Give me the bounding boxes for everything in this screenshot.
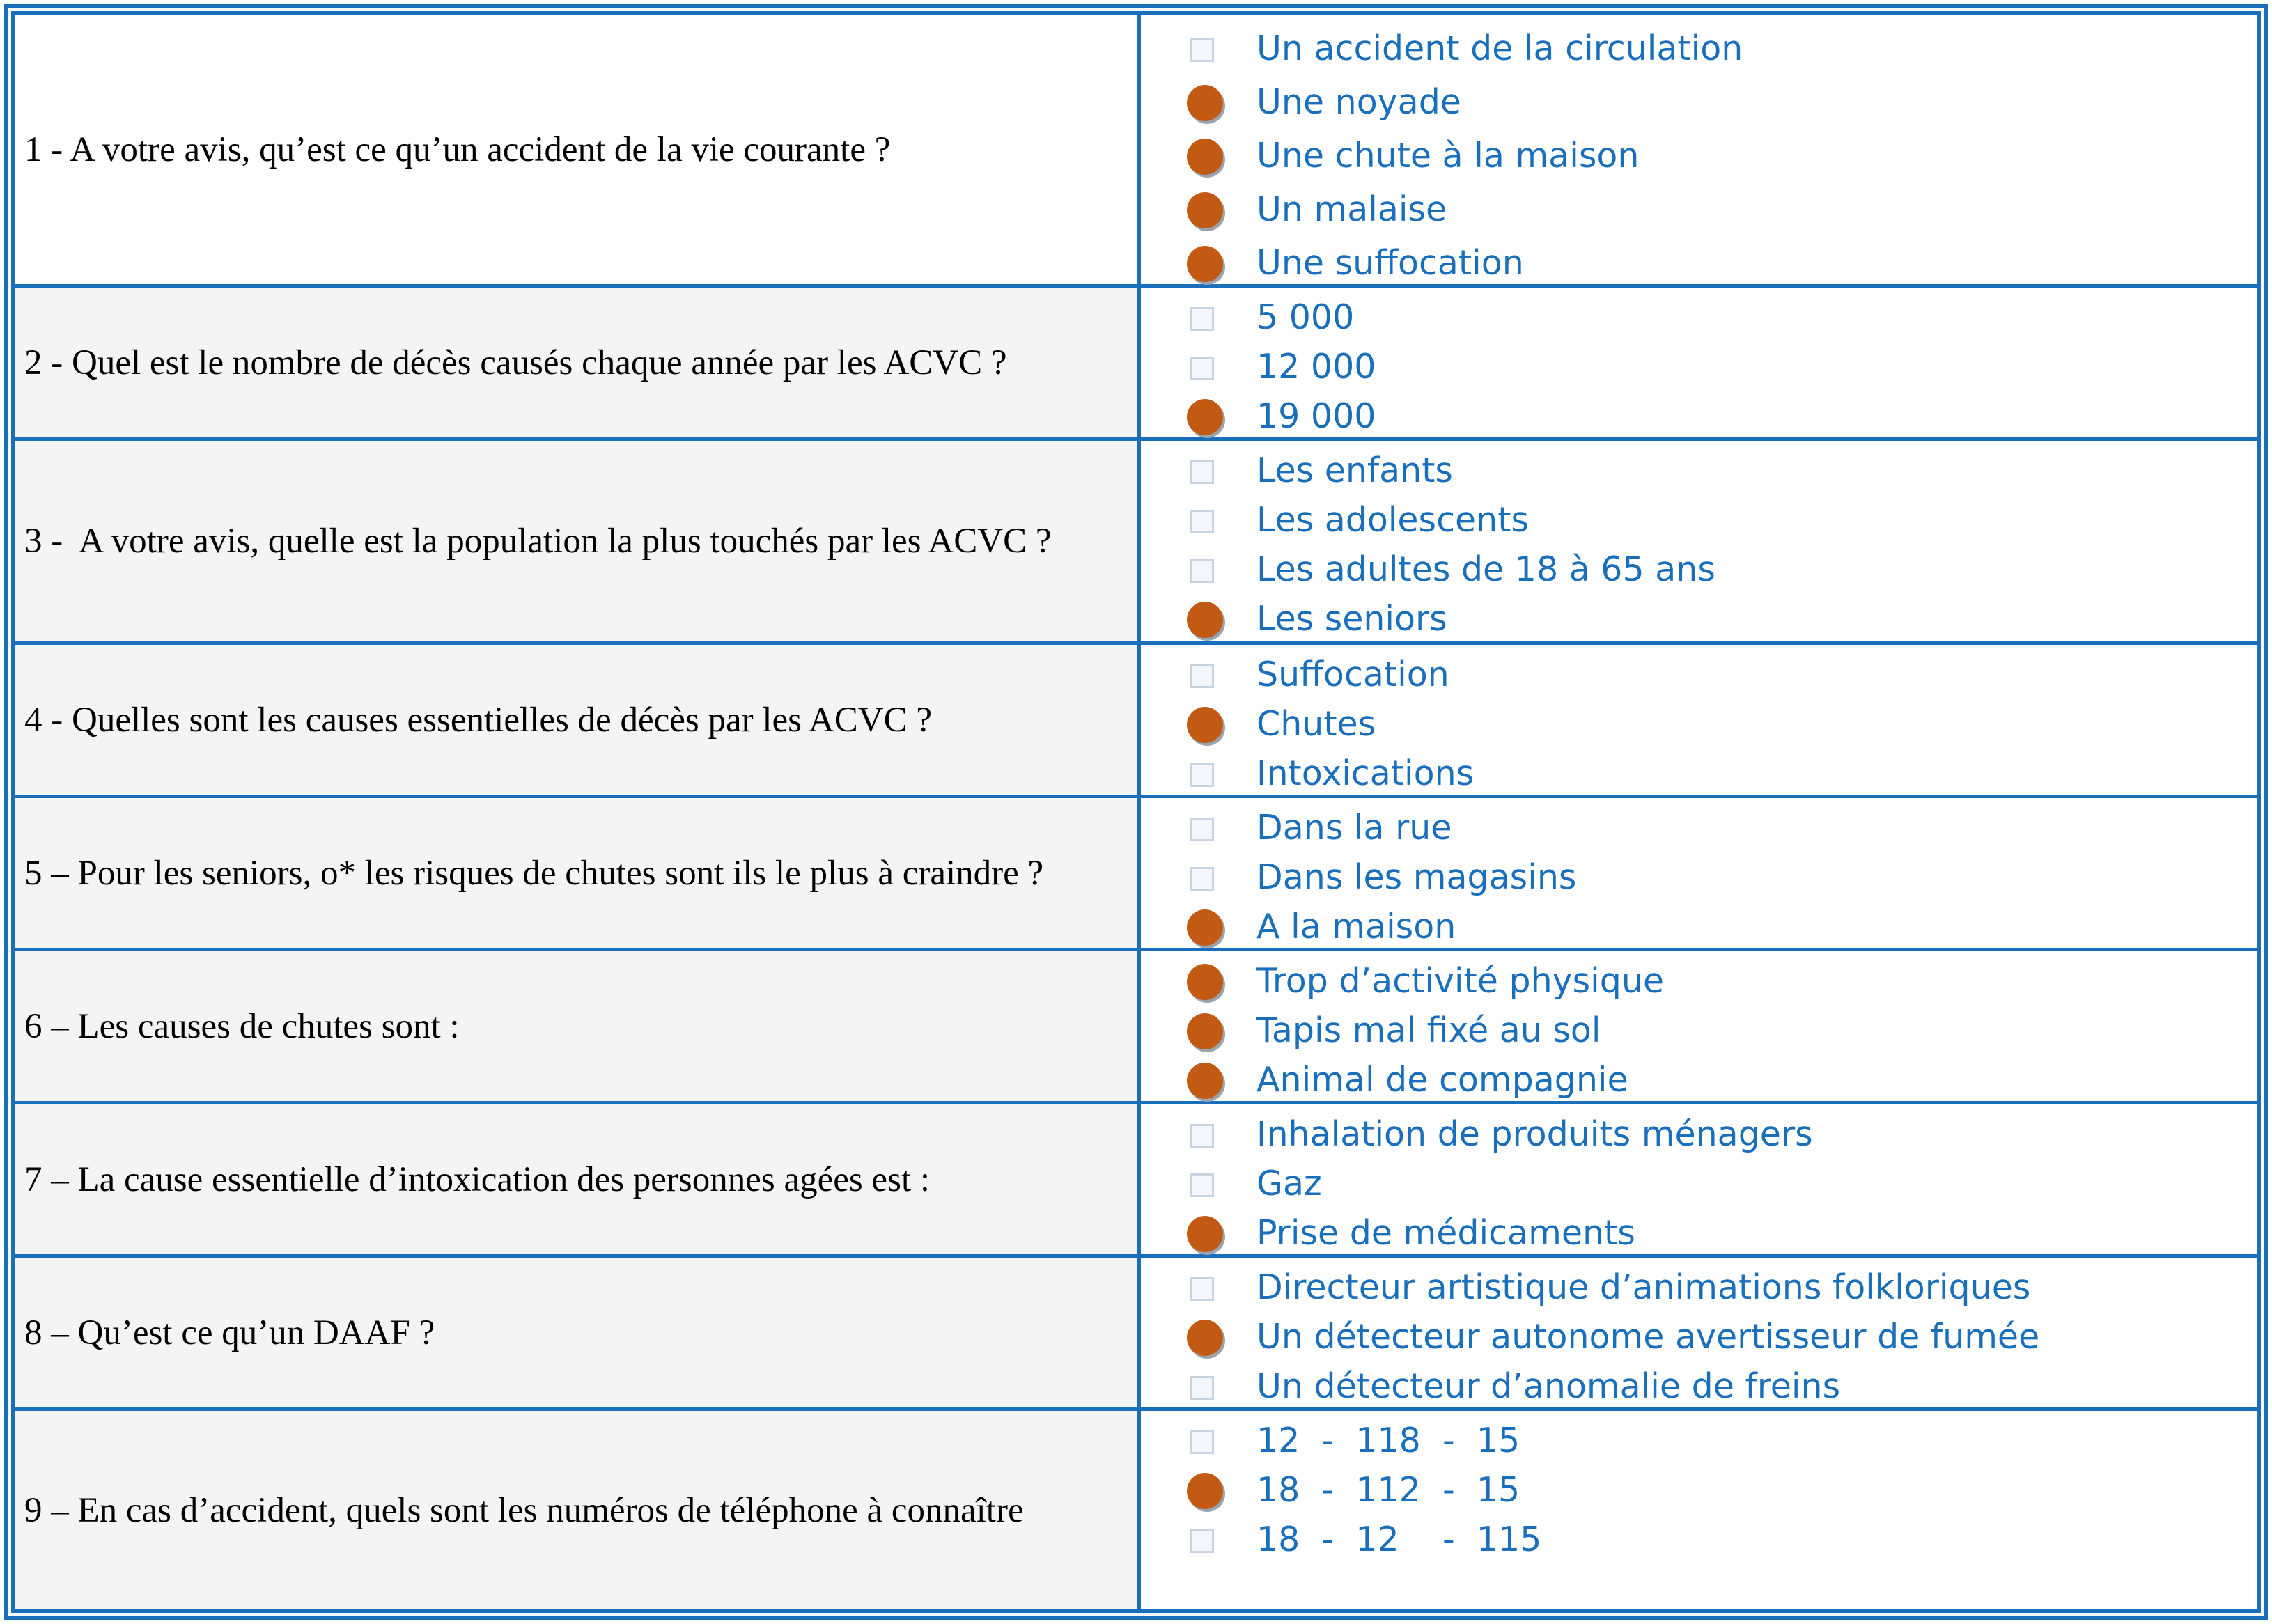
empty-checkbox-icon[interactable] (1190, 1277, 1214, 1301)
answer-option[interactable] (1141, 343, 2257, 391)
empty-checkbox-icon[interactable] (1190, 1529, 1214, 1553)
selected-dot-icon[interactable] (1187, 707, 1223, 743)
selected-dot-icon[interactable] (1187, 246, 1223, 282)
question-row (15, 1258, 2257, 1411)
answer-option[interactable] (1141, 78, 2257, 127)
selected-dot-icon[interactable] (1187, 1216, 1223, 1252)
answer-cell (1141, 1104, 2257, 1254)
answer-option[interactable] (1141, 545, 2257, 594)
empty-checkbox-icon[interactable] (1190, 559, 1214, 583)
question-text: 2 - Quel est le nombre de décès causés chaque année par les ACVC ? (24, 343, 1007, 382)
answer-cell (1141, 951, 2257, 1101)
answer-label: Chutes (1256, 704, 1376, 744)
question-text: 8 – Qu’est ce qu’un DAAF ? (24, 1313, 435, 1352)
answer-option[interactable] (1141, 595, 2257, 643)
answer-label: 18 - 12 - 115 (1256, 1520, 1542, 1559)
quiz-table (11, 11, 2261, 1613)
answer-option[interactable] (1141, 446, 2257, 495)
question-cell (15, 1258, 1141, 1407)
answer-label: Directeur artistique d’animations folkloriques (1256, 1267, 2031, 1307)
answer-label: Les enfants (1256, 451, 1453, 490)
empty-checkbox-icon[interactable] (1190, 1430, 1214, 1454)
selected-dot-icon[interactable] (1187, 85, 1223, 121)
empty-checkbox-icon[interactable] (1190, 664, 1214, 688)
empty-checkbox-icon[interactable] (1190, 307, 1214, 331)
answer-option[interactable] (1141, 392, 2257, 441)
answer-cell (1141, 798, 2257, 948)
empty-checkbox-icon[interactable] (1190, 510, 1214, 533)
selected-dot-icon[interactable] (1187, 1063, 1223, 1099)
answer-cell (1141, 1258, 2257, 1407)
question-row (15, 15, 2257, 288)
question-row (15, 951, 2257, 1104)
answer-option[interactable] (1141, 1056, 2257, 1104)
answer-option[interactable] (1141, 496, 2257, 545)
answer-label: 12 000 (1256, 347, 1376, 387)
empty-checkbox-icon[interactable] (1190, 357, 1214, 380)
answer-cell (1141, 288, 2257, 437)
selected-dot-icon[interactable] (1187, 602, 1223, 638)
question-cell (15, 951, 1141, 1101)
selected-dot-icon[interactable] (1187, 964, 1223, 1000)
answer-cell (1141, 441, 2257, 641)
answer-option[interactable] (1141, 293, 2257, 342)
answer-option[interactable] (1141, 1209, 2257, 1258)
answer-option[interactable] (1141, 1263, 2257, 1312)
answer-option[interactable] (1141, 24, 2257, 73)
answer-label: Un détecteur autonome avertisseur de fumée (1256, 1317, 2040, 1357)
question-cell (15, 645, 1141, 795)
question-row (15, 441, 2257, 645)
answer-cell (1141, 15, 2257, 284)
empty-checkbox-icon[interactable] (1190, 818, 1214, 841)
answer-option[interactable] (1141, 239, 2257, 288)
question-cell (15, 1411, 1141, 1609)
question-text: 4 - Quelles sont les causes essentielles de décès par les ACVC ? (24, 700, 932, 740)
answer-label: A la maison (1256, 907, 1456, 946)
answer-label: Intoxications (1256, 754, 1475, 793)
empty-checkbox-icon[interactable] (1190, 38, 1214, 62)
answer-label: Une suffocation (1256, 243, 1524, 283)
selected-dot-icon[interactable] (1187, 1013, 1223, 1049)
empty-checkbox-icon[interactable] (1190, 1124, 1214, 1148)
answer-label: Les adultes de 18 à 65 ans (1256, 549, 1715, 589)
question-cell (15, 798, 1141, 948)
answer-label: Tapis mal fixé au sol (1256, 1010, 1601, 1050)
question-row (15, 645, 2257, 798)
selected-dot-icon[interactable] (1187, 1473, 1223, 1509)
answer-label: Inhalation de produits ménagers (1256, 1114, 1813, 1154)
answer-label: Un détecteur d’anomalie de freins (1256, 1366, 1841, 1406)
question-cell (15, 1104, 1141, 1254)
question-row (15, 1411, 2257, 1609)
question-text: 7 – La cause essentielle d’intoxication des personnes agées est : (24, 1160, 931, 1199)
answer-label: Les seniors (1256, 599, 1447, 639)
answer-label: Un malaise (1256, 189, 1447, 229)
answer-label: Animal de compagnie (1256, 1060, 1628, 1100)
question-row (15, 288, 2257, 441)
answer-option[interactable] (1141, 853, 2257, 902)
answer-label: Une chute à la maison (1256, 136, 1640, 175)
answer-option[interactable] (1141, 132, 2257, 180)
answer-option[interactable] (1141, 700, 2257, 749)
answer-label: 19 000 (1256, 396, 1376, 436)
answer-option[interactable] (1141, 1515, 2257, 1564)
answer-option[interactable] (1141, 1416, 2257, 1465)
answer-option[interactable] (1141, 1160, 2257, 1208)
answer-label: Gaz (1256, 1164, 1322, 1203)
answer-label: 18 - 112 - 15 (1256, 1470, 1520, 1510)
question-text: 5 – Pour les seniors, o* les risques de chutes sont ils le plus à craindre ? (24, 853, 1044, 893)
question-text: 3 - A votre avis, quelle est la population la plus touchés par les ACVC ? (24, 522, 1052, 561)
answer-option[interactable] (1141, 903, 2257, 951)
answer-label: Dans les magasins (1256, 857, 1577, 897)
answer-option[interactable] (1141, 650, 2257, 699)
empty-checkbox-icon[interactable] (1190, 763, 1214, 787)
question-cell (15, 288, 1141, 437)
answer-label: Les adolescents (1256, 500, 1529, 540)
question-row (15, 1104, 2257, 1258)
empty-checkbox-icon[interactable] (1190, 460, 1214, 484)
answer-option[interactable] (1141, 957, 2257, 1006)
selected-dot-icon[interactable] (1187, 909, 1223, 946)
answer-option[interactable] (1141, 1466, 2257, 1515)
answer-label: Suffocation (1256, 655, 1449, 694)
answer-option[interactable] (1141, 804, 2257, 852)
question-text: 6 – Les causes de chutes sont : (24, 1006, 460, 1046)
answer-option[interactable] (1141, 1006, 2257, 1055)
answer-label: 12 - 118 - 15 (1256, 1421, 1520, 1460)
answer-cell (1141, 645, 2257, 795)
question-text: 9 – En cas d’accident, quels sont les numéros de téléphone à connaître (24, 1490, 1024, 1530)
question-row (15, 798, 2257, 951)
answer-label: Trop d’activité physique (1256, 961, 1665, 1001)
answer-label: Dans la rue (1256, 808, 1452, 848)
empty-checkbox-icon[interactable] (1190, 867, 1214, 891)
answer-option[interactable] (1141, 749, 2257, 798)
question-text: 1 - A votre avis, qu’est ce qu’un accident de la vie courante ? (24, 130, 891, 169)
answer-label: Une noyade (1256, 82, 1461, 122)
selected-dot-icon[interactable] (1187, 192, 1223, 228)
selected-dot-icon[interactable] (1187, 1320, 1223, 1356)
answer-option[interactable] (1141, 1110, 2257, 1159)
answer-option[interactable] (1141, 1313, 2257, 1361)
answer-label: Un accident de la circulation (1256, 29, 1743, 68)
answer-label: Prise de médicaments (1256, 1213, 1635, 1253)
answer-label: 5 000 (1256, 297, 1355, 337)
answer-cell (1141, 1411, 2257, 1609)
question-cell (15, 441, 1141, 641)
empty-checkbox-icon[interactable] (1190, 1173, 1214, 1197)
empty-checkbox-icon[interactable] (1190, 1376, 1214, 1400)
selected-dot-icon[interactable] (1187, 139, 1223, 175)
question-cell (15, 15, 1141, 284)
selected-dot-icon[interactable] (1187, 399, 1223, 435)
answer-option[interactable] (1141, 185, 2257, 234)
answer-option[interactable] (1141, 1362, 2257, 1411)
